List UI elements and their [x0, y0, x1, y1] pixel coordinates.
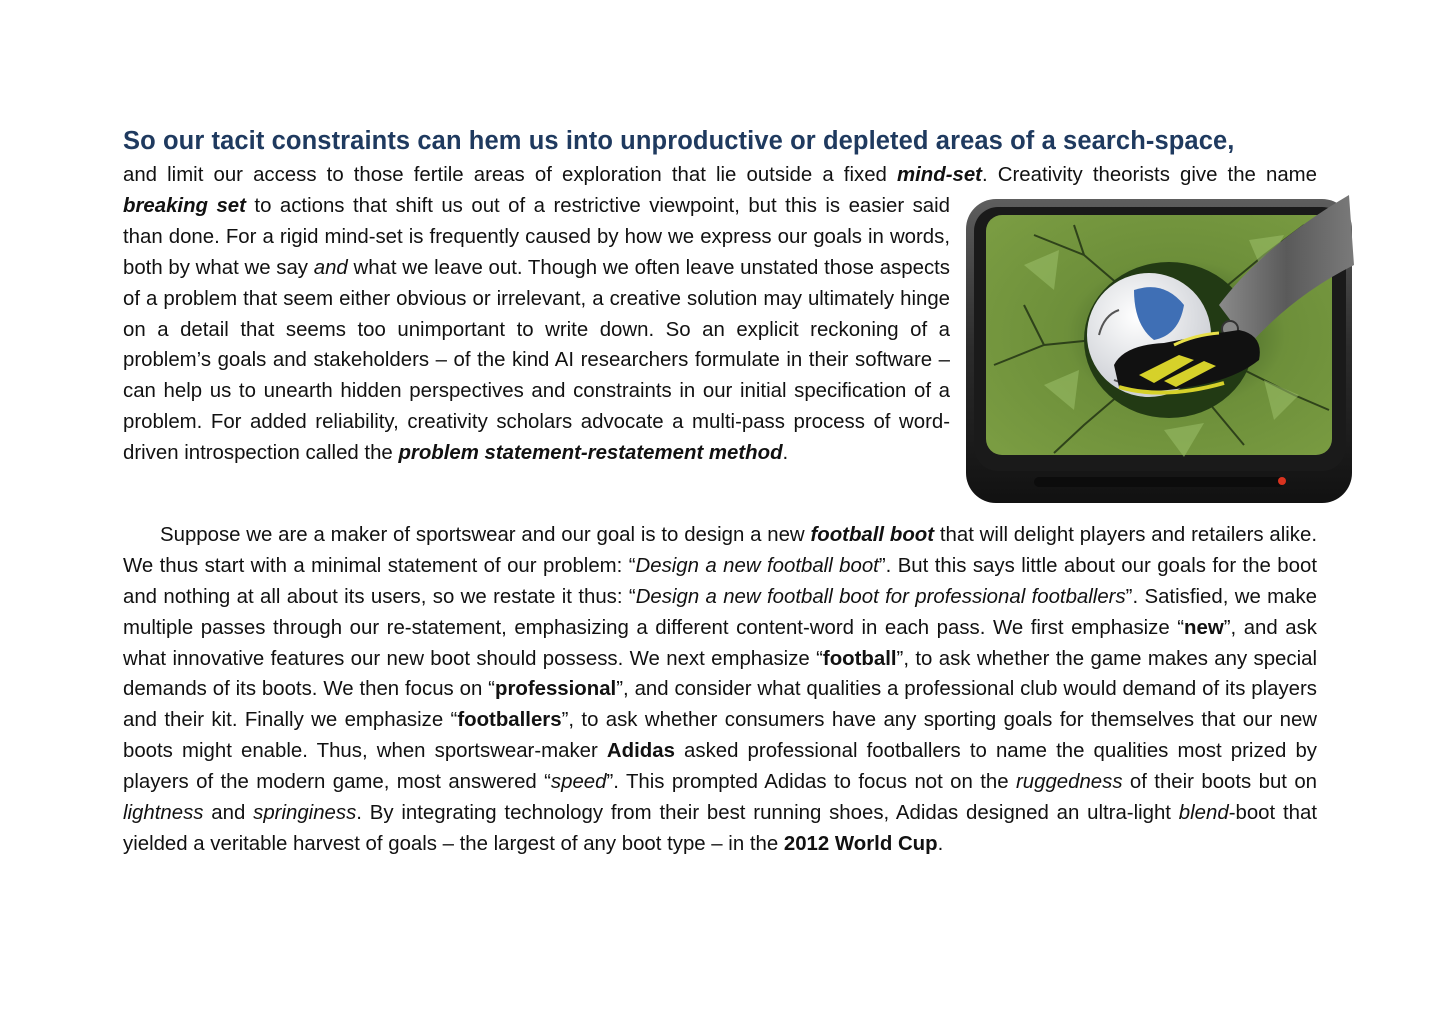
quote-design-1: Design a new football boot: [635, 554, 879, 577]
paragraph-football-boot: [123, 520, 1317, 860]
term-world-cup: 2012 World Cup: [783, 832, 938, 855]
text: ”, to ask whether consumers have any sporting goals for themselves that our new boots might enable. Thus, when sportswear-maker: [123, 709, 1318, 763]
word-springiness: springiness: [253, 802, 357, 825]
tv-football-boot-illustration: [964, 195, 1354, 507]
text: what we leave out. Though we often leave unstated those aspects of a problem that seem either obvious or irrelevant, a creative solution may ultimately hinge on a detail that seems too unimportant to write down. So an explicit reckoning of a problem’s goals and stakeholders – of the kind AI researchers formulate in their software – can help us to unearth hidden perspectives and constraints in our initial specification of a problem. For added reliability, creativity scholars advocate a multi-pass process of word-driven introspection called the: [123, 256, 950, 465]
word-footballers: footballers: [457, 709, 562, 732]
text: .: [937, 832, 944, 855]
paragraph-breaking-set: [123, 160, 1317, 469]
text: . Creativity theorists give the name: [981, 164, 1318, 186]
word-adidas: Adidas: [606, 740, 675, 763]
word-speed: speed: [550, 771, 607, 794]
text: asked professional footballers to name the qualities most prized by players of the modern game, most answered “: [123, 740, 1317, 794]
term-football-boot: football boot: [810, 523, 935, 546]
word-ruggedness: ruggedness: [1015, 771, 1123, 794]
text: and: [203, 802, 254, 825]
text: ”. This prompted Adidas to focus not on the: [606, 771, 1016, 794]
emphasis-and: and: [313, 256, 348, 279]
text: .: [782, 442, 789, 465]
page: [123, 122, 1317, 860]
word-lightness: lightness: [123, 802, 204, 825]
word-football: football: [822, 647, 897, 670]
text: ”, and consider what qualities a professional club would demand of its players and their kit. Finally we emphasize “: [123, 678, 1318, 732]
text: -boot that yielded a veritable harvest of goals – the largest of any boot type – in the: [123, 802, 1318, 855]
text: ”, and ask what innovative features our new boot should possess. We next emphasize “: [123, 616, 1317, 670]
text: ”. But this says little about our goals for the boot and nothing at all about its users, so we restate it thus: “: [123, 554, 1317, 608]
text: ”. Satisfied, we make multiple passes through our re-statement, emphasizing a different content-word in each pass. We first emphasize “: [123, 585, 1317, 639]
term-breaking-set: breaking set: [123, 194, 246, 217]
text: ”, to ask whether the game makes any special demands of its boots. We then focus on “: [123, 647, 1317, 701]
text: of their boots but on: [1122, 771, 1318, 794]
text: and limit our access to those fertile areas of exploration that lie outside a fixed: [123, 164, 897, 186]
text: that will delight players and retailers alike. We thus start with a minimal statement of our problem: “: [123, 523, 1317, 577]
term-mind-set: mind-set: [897, 164, 982, 186]
text: Suppose we are a maker of sportswear and our goal is to design a new: [160, 523, 811, 546]
text: to actions that shift us out of a restrictive viewpoint, but this is easier said than done. For a rigid mind-set is frequently caused by how we express our goals in words, both by what we say: [123, 194, 950, 279]
term-method: problem statement-restatement method: [398, 442, 783, 465]
word-blend: blend: [1178, 802, 1229, 825]
word-professional: professional: [494, 678, 617, 701]
section-heading: So our tacit constraints can hem us into unproductive or depleted areas of a search-space,: [123, 127, 1235, 155]
word-new: new: [1184, 616, 1224, 639]
quote-design-2: Design a new football boot for professional footballers: [635, 585, 1126, 608]
text: . By integrating technology from their best running shoes, Adidas designed an ultra-light: [356, 802, 1179, 825]
